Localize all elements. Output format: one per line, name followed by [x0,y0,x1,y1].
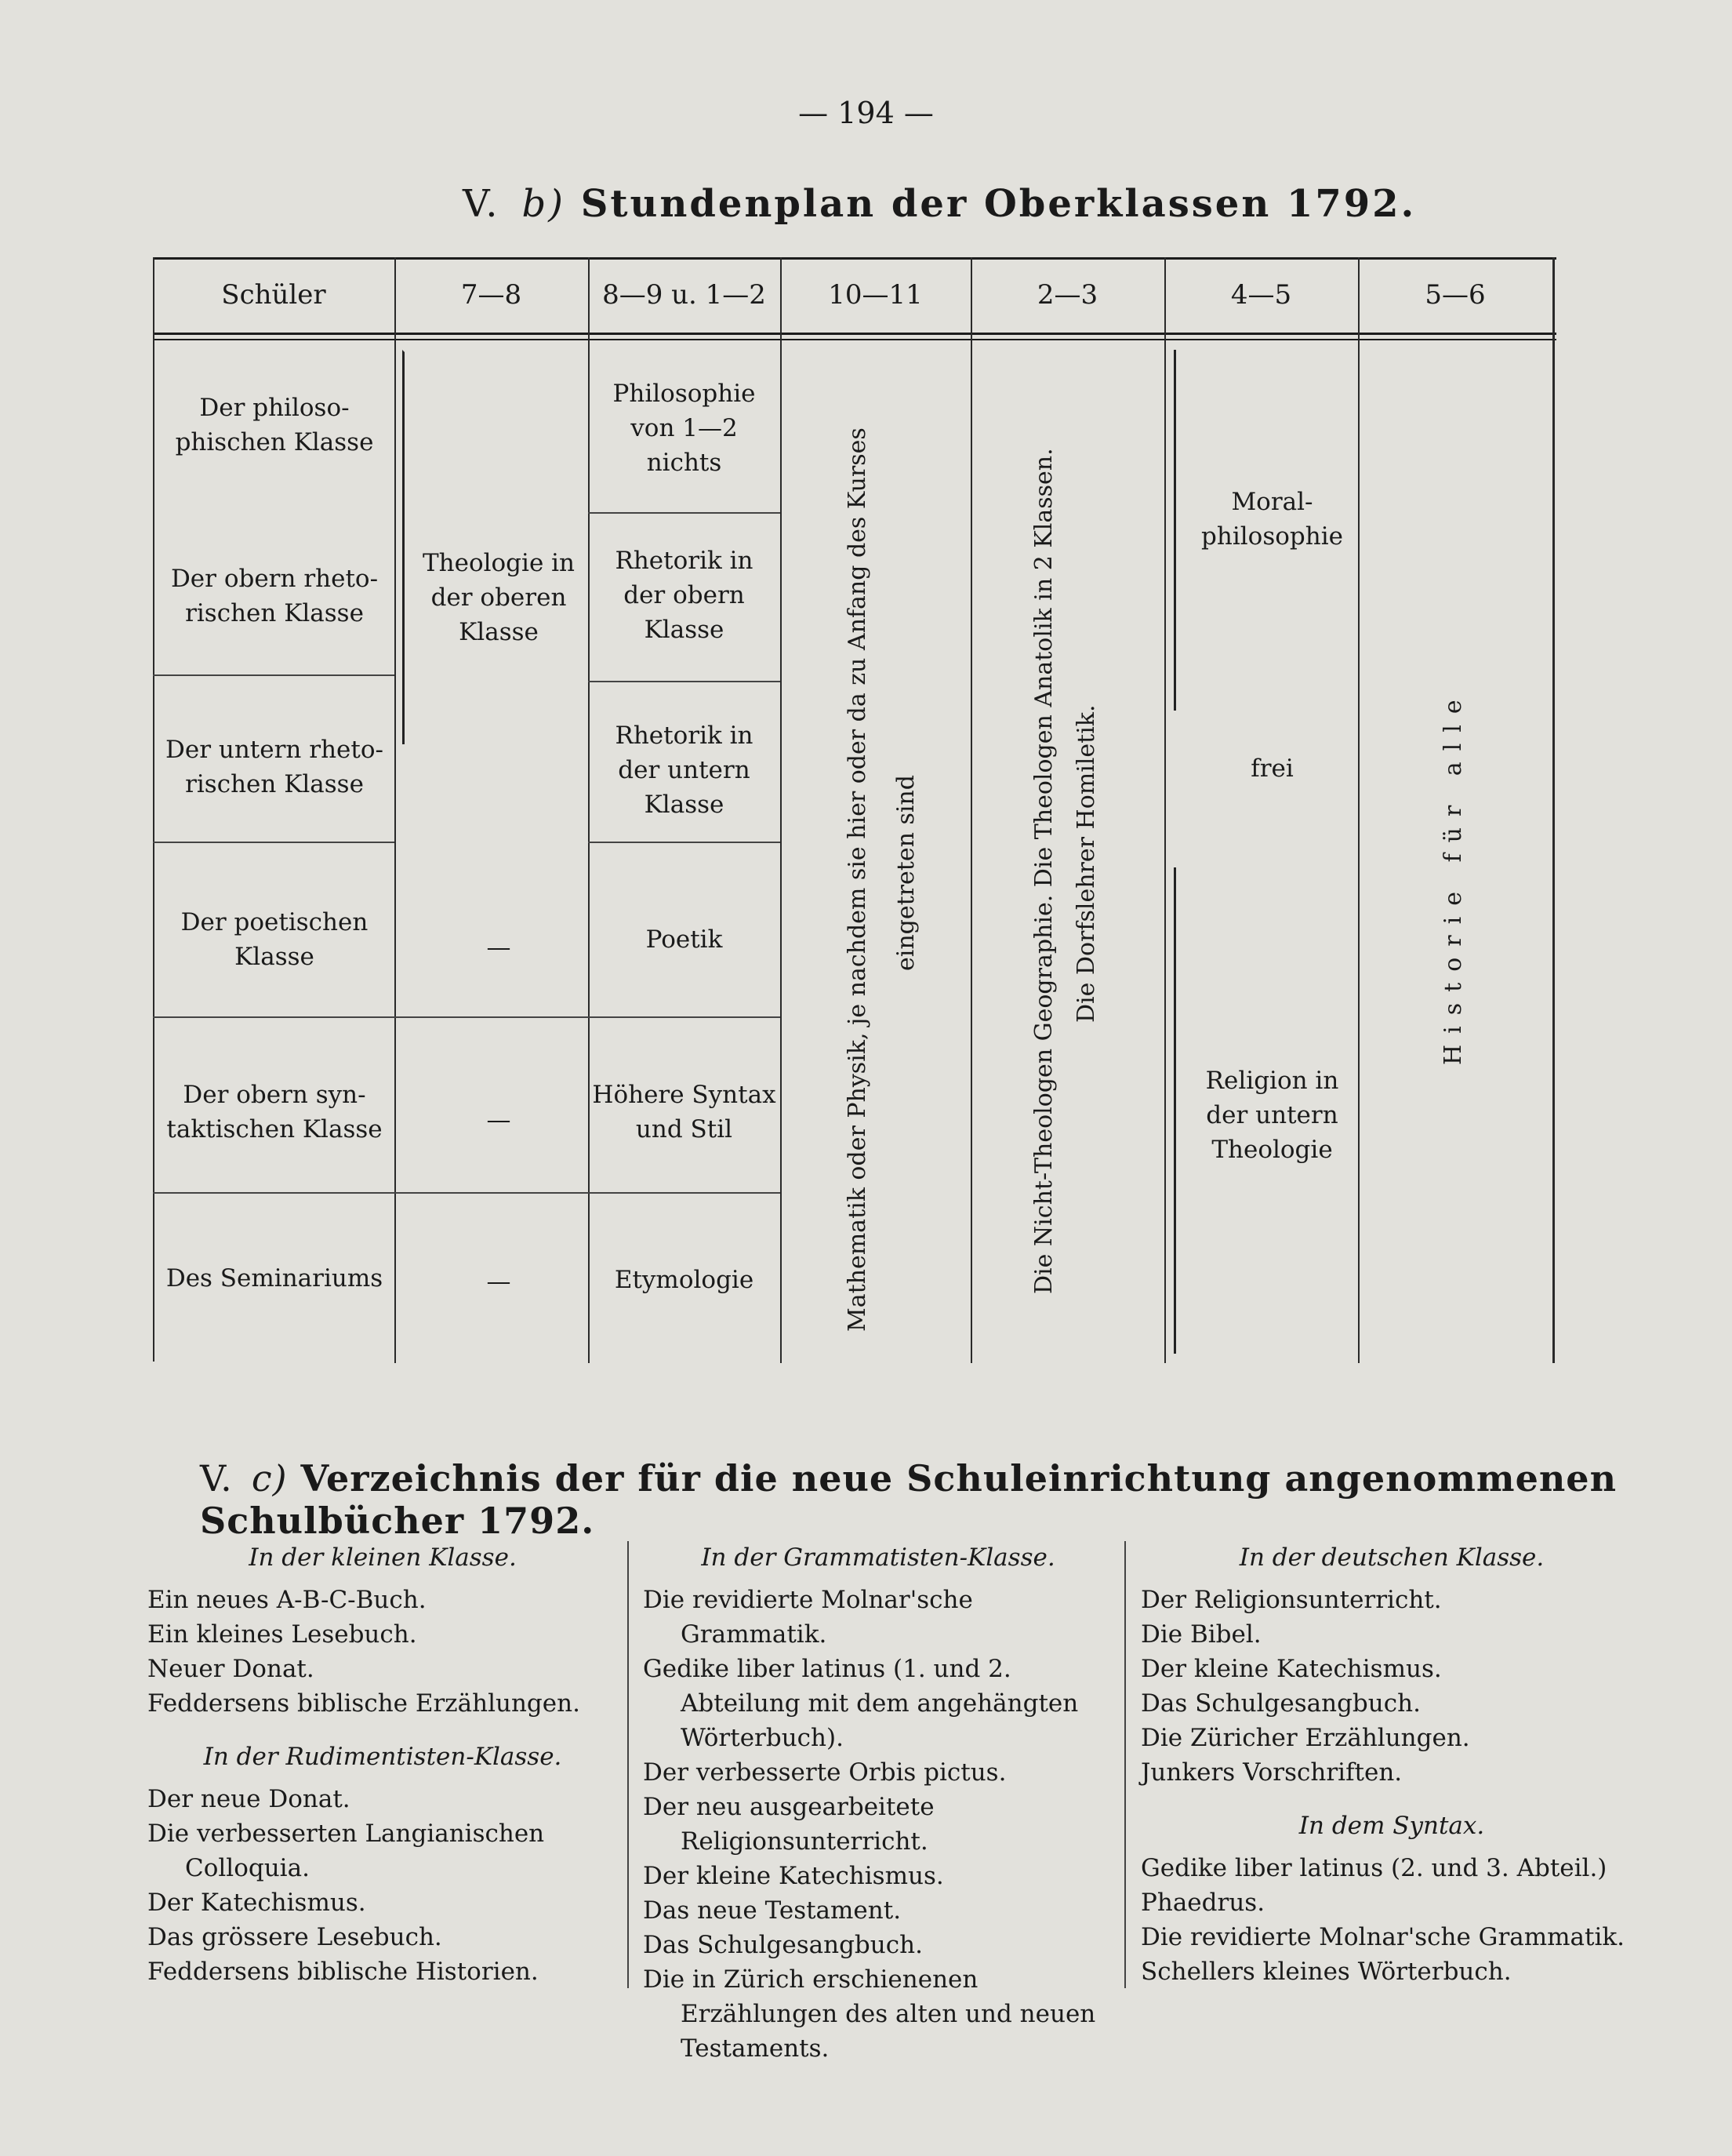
header-schueler: Schüler [221,279,326,311]
rhetorik-obern: Rhetorik in der obern Klasse [615,547,753,644]
heading-syntax: In dem Syntax. [1298,1812,1485,1840]
col-line [1164,257,1166,1363]
book-item: Der Religionsunterricht. [1141,1586,1442,1614]
historie-fuer-alle: Historie für alle [1440,689,1467,1065]
heading-rudimentisten: In der Rudimentisten-Klasse. [203,1743,562,1771]
section-c-roman: V. [200,1457,233,1500]
header-5-6: 5—6 [1425,279,1486,311]
header-8-9: 8—9 u. 1—2 [602,279,766,311]
col-line [780,257,782,1363]
heading-deutsche: In der deutschen Klasse. [1239,1543,1545,1572]
row-separator [153,1192,780,1194]
hoehere-syntax: Höhere Syntax und Stil [592,1081,776,1143]
schueler-obern-rhetorisch: Der obern rheto-rischen Klasse [170,565,379,627]
schueler-poetisch: Der poetischen Klasse [180,908,369,971]
col-line [394,257,396,1363]
dash-poetisch: — [486,933,511,962]
dash-seminarium: — [486,1267,511,1296]
header-4-5: 4—5 [1230,279,1292,311]
moralphilosophie: Moral-philosophie [1201,488,1343,551]
eingetreten: eingetreten sind [892,775,920,971]
schueler-obern-syntaktisch: Der obern syn-taktischen Klasse [166,1081,383,1143]
dash-syntaktisch: — [486,1106,511,1134]
section-c-title [200,1457,1732,1542]
brace-4-5-bottom [1174,867,1189,1354]
book-item: Schellers kleines Wörterbuch. [1141,1958,1512,1986]
rhetorik-untern: Rhetorik in der untern Klasse [615,722,753,819]
book-item: Das Schulgesangbuch. [1141,1689,1421,1718]
column-separator [627,1541,629,1988]
frei: frei [1251,754,1294,783]
book-item: Ein kleines Lesebuch. [147,1620,417,1649]
poetik: Poetik [645,925,723,954]
heading-kleine: In der kleinen Klasse. [249,1543,517,1572]
col-line [1358,257,1360,1363]
philosophie-nichts: Philosophie von 1—2 nichts [612,380,756,477]
section-c-letter: c) [251,1457,288,1500]
header-10-11: 10—11 [828,279,923,311]
books-column-1 [147,1540,618,1989]
col-line [588,257,590,1363]
row-separator [153,842,394,843]
book-item: Die revidierte Molnar'sche Grammatik. [1141,1923,1625,1951]
row-separator [588,512,780,514]
books-column-3 [1141,1540,1643,1989]
section-b-text: Stundenplan der Oberklassen 1792. [580,182,1417,226]
header-rule [153,333,1556,335]
book-item: Phaedrus. [1141,1889,1265,1917]
column-separator [1124,1541,1126,1988]
book-item: Die in Zürich erschienenen Erzählungen des alten und neuen Testaments. [643,1965,1096,2063]
book-item: Die verbesserten Langianischen Colloquia. [147,1820,545,1882]
book-item: Gedike liber latinus (2. und 3. Abteil.) [1141,1854,1607,1882]
row-separator [588,681,780,682]
schueler-untern-rhetorisch: Der untern rheto-rischen Klasse [165,736,383,798]
row-separator [153,674,394,676]
book-item: Feddersens biblische Erzählungen. [147,1689,580,1718]
book-item: Die Züricher Erzählungen. [1141,1724,1470,1752]
brace-4-5-top [1174,350,1189,711]
col-line [1552,257,1555,1363]
book-item: Der kleine Katechismus. [1141,1655,1442,1683]
dorfslehrer: Die Dorfslehrer Homiletik. [1073,704,1100,1023]
schedule-table [153,257,1556,1363]
col-line [153,257,154,1362]
books-column-2 [643,1540,1113,2066]
schueler-philosophisch: Der philoso-phischen Klasse [175,394,374,456]
theologie-oberen: Theologie in der oberen Klasse [422,549,576,646]
book-item: Das neue Testament. [643,1896,902,1925]
page-number: — 194 — [798,96,934,130]
mathematik-physik: Mathematik oder Physik, je nachdem sie hier oder da zu Anfang des Kurses [844,427,871,1332]
heading-grammatisten: In der Grammatisten-Klasse. [701,1543,1055,1572]
book-item: Die Bibel. [1141,1620,1262,1649]
section-b-roman: V. [463,182,500,226]
header-7-8: 7—8 [460,279,522,311]
header-rule-double [153,339,1556,340]
book-item: Das Schulgesangbuch. [643,1931,923,1959]
book-item: Ein neues A-B-C-Buch. [147,1586,427,1614]
book-item: Der neue Donat. [147,1785,350,1813]
brace-7-8 [402,350,417,744]
section-b-title [463,182,1416,226]
book-item: Gedike liber latinus (1. und 2. Abteilung mit dem angehängten Wörterbuch). [643,1655,1079,1752]
book-item: Neuer Donat. [147,1655,314,1683]
section-c-text: Verzeichnis der für die neue Schuleinrichtung angenommenen Schulbücher 1792. [200,1457,1618,1542]
book-item: Die revidierte Molnar'sche Grammatik. [643,1586,973,1649]
book-item: Das grössere Lesebuch. [147,1923,442,1951]
book-item: Der Katechismus. [147,1889,366,1917]
etymologie: Etymologie [614,1266,754,1294]
col-line [971,257,972,1363]
book-item: Junkers Vorschriften. [1141,1758,1403,1787]
schueler-seminarium: Des Seminariums [165,1264,383,1293]
book-item: Der neu ausgearbeitete Religionsunterricht. [643,1793,935,1856]
nicht-theologen: Die Nicht-Theologen Geographie. Die Theologen Anatolik in 2 Klassen. [1030,448,1058,1294]
book-item: Der kleine Katechismus. [643,1862,944,1890]
section-b-letter: b) [521,182,565,226]
row-separator [153,1016,780,1018]
header-2-3: 2—3 [1037,279,1098,311]
religion-untern: Religion in der untern Theologie [1205,1067,1339,1164]
row-separator [588,842,780,843]
book-item: Feddersens biblische Historien. [147,1958,539,1986]
book-item: Der verbesserte Orbis pictus. [643,1758,1007,1787]
